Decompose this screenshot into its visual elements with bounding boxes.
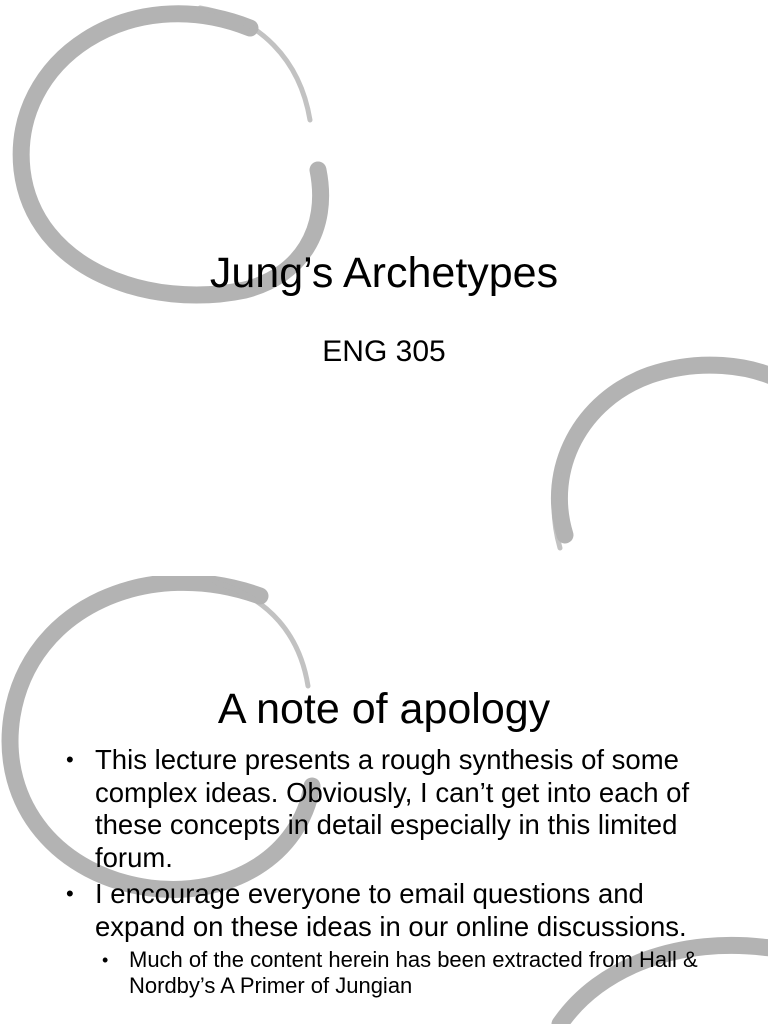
bullet-item <box>62 878 722 943</box>
sub-bullet-text: Much of the content herein has been extracted from Hall & Nordby’s A Primer of Jungian <box>129 947 698 998</box>
sub-bullet-item <box>62 947 722 999</box>
bullet-dot-icon: • <box>102 950 109 970</box>
bullet-list <box>62 744 722 999</box>
brush-ring-left-accent <box>215 582 308 686</box>
slide-subtitle: ENG 305 <box>322 335 446 368</box>
bullet-dot-icon: • <box>66 747 74 772</box>
slide-apology <box>0 576 768 1024</box>
slide-title-heading: Jung’s Archetypes <box>209 248 559 297</box>
slide-heading: A note of apology <box>217 684 551 733</box>
brush-ring-right-accent <box>554 470 560 548</box>
bullet-dot-icon: • <box>66 881 74 906</box>
bullet-text: I encourage everyone to email questions and expand on these ideas in our online discussions. <box>95 878 687 942</box>
bullet-text: This lecture presents a rough synthesis of some complex ideas. Obviously, I can’t get into each of these concepts in detail especially in this limited forum. <box>95 744 690 873</box>
brush-ring-top-left-accent <box>200 8 310 120</box>
bullet-item <box>62 744 722 874</box>
brush-ring-right <box>559 365 768 535</box>
